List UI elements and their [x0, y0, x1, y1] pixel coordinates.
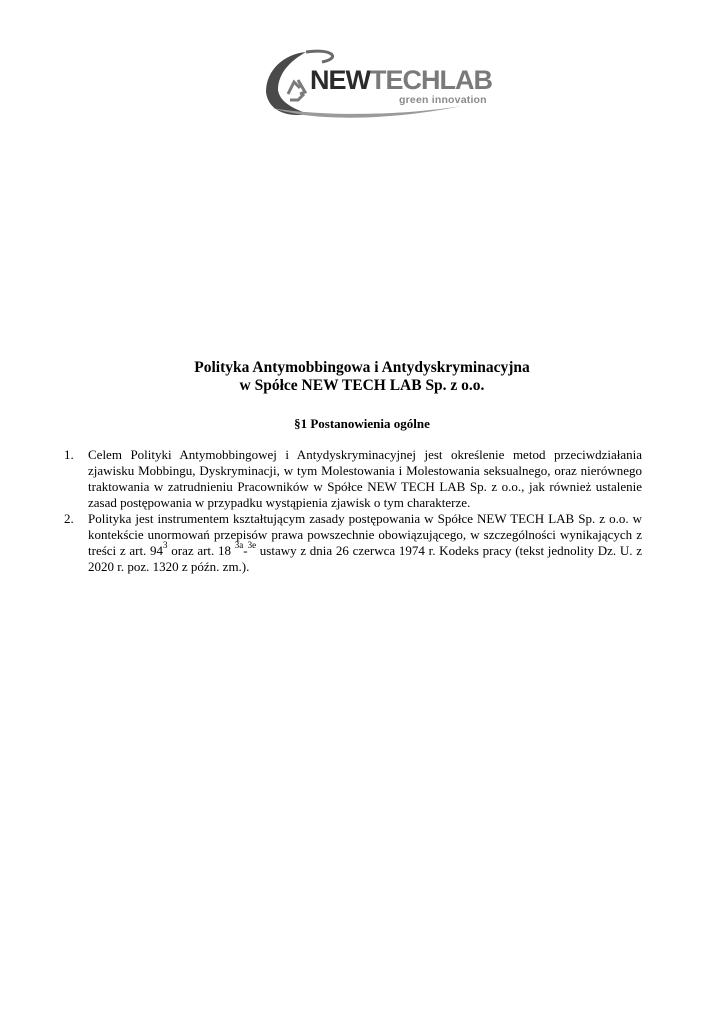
title-line-2: w Spółce NEW TECH LAB Sp. z o.o.: [239, 377, 485, 394]
list-item-text: Celem Polityki Antymobbingowej i Antydyskryminacyjnej jest określenie metod przeciwdziałania zjawisku Mobbingu, Dyskryminacji, w tym Molestowania i Molestowania seksualnego, oraz nierównego traktowania w zatrudnieniu Pracowników w Spółce NEW TECH LAB Sp. z o.o., jak również ustalenie zasad postępowania w przypadku wystąpienia zjawisk o tym charakterze.: [88, 447, 642, 510]
list-item: [64, 511, 642, 575]
superscript-3: 3e: [247, 540, 257, 550]
title-line-1: Polityka Antymobbingowa i Antydyskryminacyjna: [194, 359, 530, 376]
provisions-list: [64, 447, 642, 575]
superscript-1: 3: [163, 540, 168, 550]
company-logo: [262, 48, 492, 122]
list-item-number: 2.: [64, 511, 74, 526]
list-item-number: 1.: [64, 447, 74, 462]
text-part-d: ustawy z dnia 26 czerwca 1974 r. Kodeks pracy (tekst jednolity Dz. U. z 2020 r. poz. 1320 z późn. zm.).: [88, 543, 642, 574]
text-part-a: Polityka jest instrumentem kształtującym zasady postępowania w Spółce NEW TECH LAB Sp. z o.o. w kontekście unormowań przepisów prawa powszechnie obowiązującego, w szczególności wynikających z treści z art. 94: [88, 511, 642, 558]
document-title: [60, 359, 664, 395]
logo-tagline: green innovation: [399, 94, 487, 106]
text-part-c: -: [243, 543, 248, 558]
recycle-icon: [288, 80, 305, 100]
section-heading: §1 Postanowienia ogólne: [294, 416, 430, 431]
superscript-2: 3a: [234, 540, 244, 550]
logo-word-techlab: TECHLAB: [370, 65, 492, 95]
logo-wordmark: [310, 65, 492, 96]
list-item-text: [88, 511, 642, 574]
logo-word-new: NEW: [310, 65, 370, 95]
text-part-b: oraz art. 18: [167, 543, 235, 558]
list-item: [64, 447, 642, 511]
